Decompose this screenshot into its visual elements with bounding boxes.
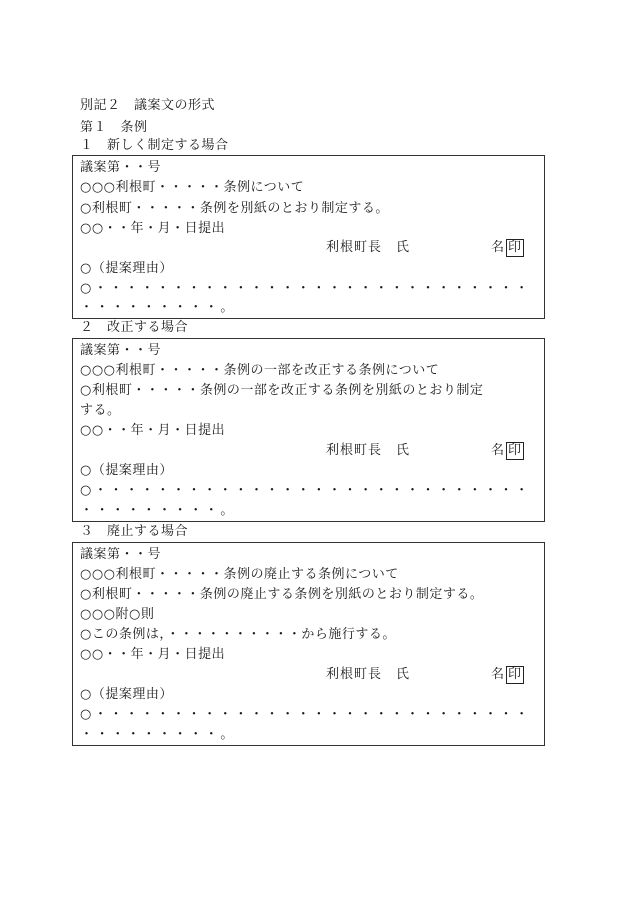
case1-box: [72, 155, 545, 319]
bill-number: 議案第・・号: [80, 160, 162, 175]
name-char: 名: [491, 240, 506, 255]
bill-title: ○○○利根町・・・・・条例の廃止する条例について: [80, 567, 399, 582]
section-title: 第１ 条例: [80, 120, 148, 135]
case3-heading: ３ 廃止する場合: [80, 524, 189, 539]
signer-name-seal: [491, 441, 524, 461]
signer-name-seal: [491, 665, 524, 685]
case2-box: [72, 338, 545, 522]
bill-body-cont: する。: [80, 403, 121, 418]
bill-title: ○○○利根町・・・・・条例について: [80, 180, 305, 195]
supplementary-provision: ○○○附○則: [80, 607, 155, 622]
case1-heading: １ 新しく制定する場合: [80, 138, 229, 153]
reason-label: ○（提案理由）: [80, 463, 173, 478]
seal-mark: 印: [508, 443, 523, 458]
reason-text-cont: ・・・・・・・・・。: [80, 300, 237, 315]
appendix-title: 別記２ 議案文の形式: [80, 98, 216, 113]
bill-number: 議案第・・号: [80, 547, 162, 562]
reason-label: ○（提案理由）: [80, 261, 173, 276]
bill-title: ○○○利根町・・・・・条例の一部を改正する条例について: [80, 363, 440, 378]
bill-body: ○利根町・・・・・条例を別紙のとおり制定する。: [80, 201, 389, 216]
reason-text: ○・・・・・・・・・・・・・・・・・・・・・・・・・・・・: [80, 483, 531, 498]
submission-date: ○○・・年・月・日提出: [80, 647, 226, 662]
reason-text: ○・・・・・・・・・・・・・・・・・・・・・・・・・・・・: [80, 281, 531, 296]
name-char: 名: [491, 443, 506, 458]
bill-number: 議案第・・号: [80, 343, 162, 358]
reason-label: ○（提案理由）: [80, 687, 173, 702]
reason-text-cont: ・・・・・・・・・。: [80, 503, 237, 518]
effective-date-clause: ○この条例は，・・・・・・・・・・から施行する。: [80, 627, 396, 642]
submission-date: ○○・・年・月・日提出: [80, 221, 226, 236]
case2-heading: ２ 改正する場合: [80, 320, 189, 335]
signer-label: 利根町長 氏: [326, 667, 411, 682]
reason-text-cont: ・・・・・・・・・。: [80, 727, 237, 742]
signer-name-seal: [491, 238, 524, 258]
signer-label: 利根町長 氏: [326, 443, 411, 458]
bill-body: ○利根町・・・・・条例の廃止する条例を別紙のとおり制定する。: [80, 587, 484, 602]
case3-box: [72, 542, 545, 746]
bill-body: ○利根町・・・・・条例の一部を改正する条例を別紙のとおり制定: [80, 383, 484, 398]
name-char: 名: [491, 667, 506, 682]
seal-mark: 印: [508, 667, 523, 682]
reason-text: ○・・・・・・・・・・・・・・・・・・・・・・・・・・・・: [80, 707, 531, 722]
seal-mark: 印: [508, 240, 523, 255]
signer-label: 利根町長 氏: [326, 240, 411, 255]
submission-date: ○○・・年・月・日提出: [80, 423, 226, 438]
